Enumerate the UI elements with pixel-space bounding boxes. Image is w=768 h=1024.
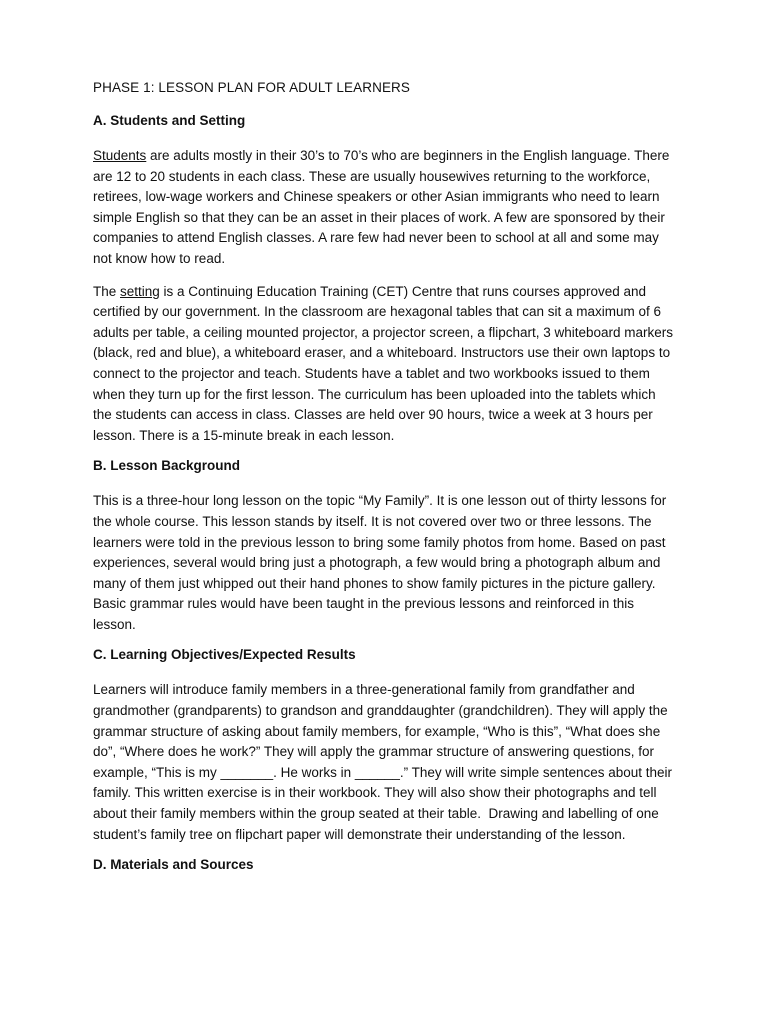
section-d-heading: D. Materials and Sources xyxy=(93,857,254,873)
lesson-background-paragraph: This is a three-hour long lesson on the topic “My Family”. It is one lesson out of thirty lessons for the whole course. This lesson stands by itself. It is not covered over two or three lessons. The learners were told in the previous lesson to bring some family photos from home. Based on past experiences, several would bring just a photograph, a few would bring a photograph album and many of them just whipped out their hand phones to show family pictures in the picture gallery. Basic grammar rules would have been taught in the previous lessons and reinforced in this lesson. xyxy=(93,493,671,632)
setting-text: is a Continuing Education Training (CET) Centre that runs courses approved and certified by our government. In the classroom are hexagonal tables that can sit a maximum of 6 adults per table, a ceiling mounted projector, a projector screen, a flipchart, 3 whiteboard markers (black, red and blue), a whiteboard eraser, and a whiteboard. Instructors use their own laptops to connect to the projector and teach. Students have a tablet and two workbooks issued to them when they turn up for the first lesson. The curriculum has been uploaded into the tablets which the students can access in class. Classes are held over 90 hours, twice a week at 3 hours per lesson. There is a 15-minute break in each lesson. xyxy=(93,283,677,443)
section-c-heading: C. Learning Objectives/Expected Results xyxy=(93,647,356,663)
students-paragraph xyxy=(93,146,678,270)
section-a-heading: A. Students and Setting xyxy=(93,113,246,128)
setting-keyword: setting xyxy=(120,283,160,299)
section-b-heading: B. Lesson Background xyxy=(93,458,241,474)
document-page xyxy=(93,80,678,890)
document-title: PHASE 1: LESSON PLAN FOR ADULT LEARNERS xyxy=(93,80,411,95)
students-text: are adults mostly in their 30’s to 70’s who are beginners in the English language. There are 12 to 20 students in each class. These are usually housewives returning to the workforce, retirees, low-wage workers and Chinese speakers or other Asian immigrants who need to learn simple English so that they can be an asset in their places of work. A few are sponsored by their companies to attend English classes. A rare few had never been to school at all and some may not know how to read. xyxy=(93,148,674,266)
students-keyword: Students xyxy=(93,148,147,163)
setting-lead: The xyxy=(93,283,121,299)
setting-paragraph xyxy=(93,282,678,447)
learning-objectives-paragraph: Learners will introduce family members in a three-generational family from grandfather and grandmother (grandparents) to grandson and granddaughter (grandchildren). They will apply the grammar structure of asking about family members, for example, “Who is this”, “What does she do”, “Where does he work?” They will apply the grammar structure of answering questions, for example, “This is my _______. He works in ______.” They will write simple sentences about their family. This written exercise is in their workbook. They will also show their photographs and tell about their family members within the group seated at their table. Drawing and labelling of one student’s family tree on flipchart paper will demonstrate their understanding of the lesson. xyxy=(93,682,676,842)
